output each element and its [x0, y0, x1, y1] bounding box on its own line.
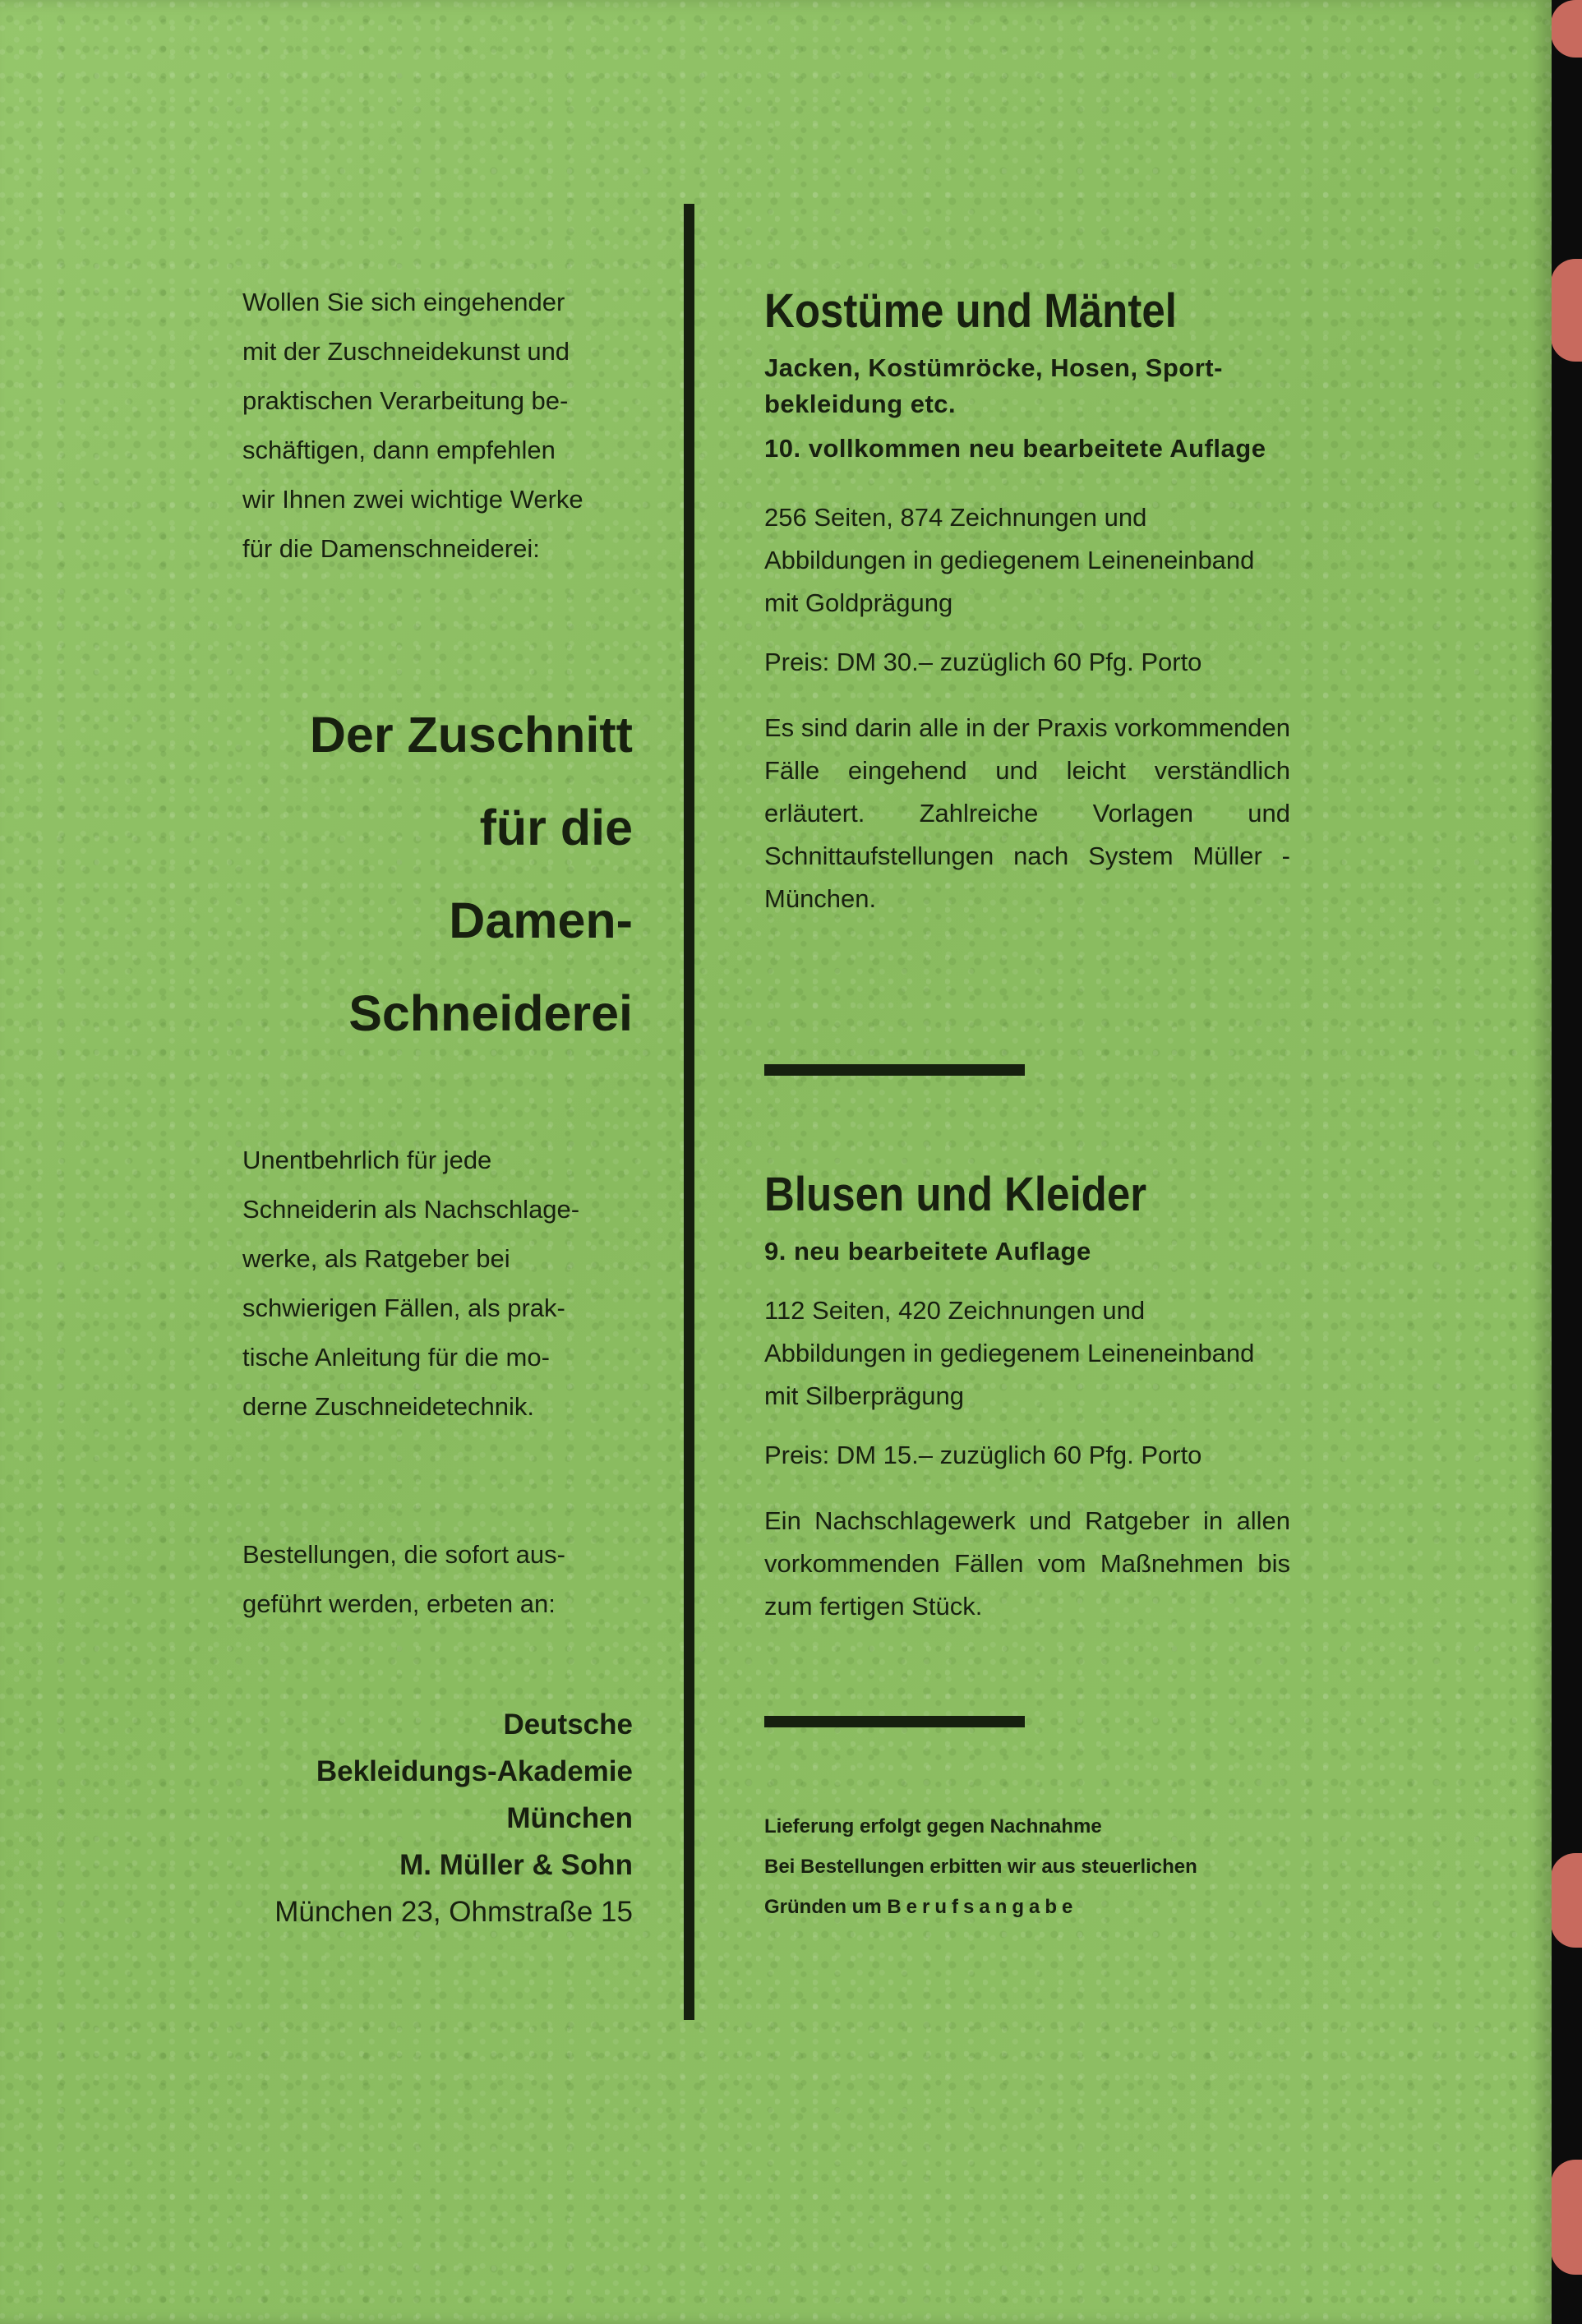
delivery-line-3-prefix: Gründen um: [764, 1896, 888, 1918]
publisher-address: [205, 1701, 633, 1935]
delivery-note: [764, 1806, 1290, 1927]
address-line-1: Deutsche: [503, 1708, 633, 1741]
finger-upper: [1551, 259, 1582, 362]
book-title: Kostüme und Mäntel: [764, 284, 1177, 338]
intro-paragraph: Wollen Sie sich eingehender mit der Zuschneidekunst und praktischen Verarbeitung be- schäftigen, dann empfehlen wir Ihnen zwei wichtige Werke für die Damenschneiderei:: [242, 288, 583, 563]
address-line-2: Bekleidungs-Akademie: [316, 1755, 633, 1787]
address-line-3: München: [506, 1802, 633, 1834]
finger-lower: [1551, 1853, 1582, 1948]
vertical-divider: [684, 204, 694, 2020]
book-costumes: [764, 279, 1290, 920]
delivery-line-3: [764, 1887, 1290, 1927]
book-details: 112 Seiten, 420 Zeichnungen und Abbildungen in gediegenem Leineneinband mit Silberprägung: [764, 1296, 1255, 1410]
usage-paragraph: Unentbehrlich für jede Schneiderin als Nachschlage- werke, als Ratgeber bei schwierigen Fällen, als prak- tische Anleitung für die mo- derne Zuschneidetechnik.: [242, 1146, 580, 1421]
main-title: Der Zuschnitt für die Damen- Schneiderei: [309, 707, 633, 1041]
book-title: Blusen und Kleider: [764, 1168, 1147, 1221]
book-details: 256 Seiten, 874 Zeichnungen und Abbildungen in gediegenem Leineneinband mit Goldprägung: [764, 503, 1255, 617]
finger-bottom: [1551, 2160, 1582, 2275]
book-price: Preis: DM 30.– zuzüglich 60 Pfg. Porto: [764, 648, 1202, 676]
address-line-5: München 23, Ohmstraße 15: [274, 1896, 633, 1928]
book-description: Es sind darin alle in der Praxis vorkommenden Fälle eingehend und leicht verständlich erläutert. Zahlreiche Vorlagen und Schnittaufstellungen nach System Müller - München.: [764, 713, 1290, 913]
book-edition: 9. neu bearbeitete Auflage: [764, 1237, 1091, 1266]
delivery-line-1: Lieferung erfolgt gegen Nachnahme: [764, 1815, 1102, 1838]
book-edition: 10. vollkommen neu bearbeitete Auflage: [764, 434, 1266, 463]
book-blouses: [764, 1163, 1290, 1628]
occupation-emphasis: Berufsangabe: [887, 1896, 1078, 1918]
delivery-line-2: Bei Bestellungen erbitten wir aus steuerlichen: [764, 1856, 1197, 1878]
book-description: Ein Nachschlagewerk und Ratgeber in allen vorkommenden Fällen vom Maßnehmen bis zum fertigen Stück.: [764, 1506, 1290, 1621]
book-subtitle: Jacken, Kostümröcke, Hosen, Sport-bekleidung etc.: [764, 353, 1223, 418]
order-paragraph: Bestellungen, die sofort aus- geführt werden, erbeten an:: [242, 1540, 565, 1618]
book-price: Preis: DM 15.– zuzüglich 60 Pfg. Porto: [764, 1441, 1202, 1469]
section-rule: [764, 1064, 1025, 1076]
address-line-4: M. Müller & Sohn: [399, 1849, 633, 1881]
section-rule: [764, 1716, 1025, 1727]
